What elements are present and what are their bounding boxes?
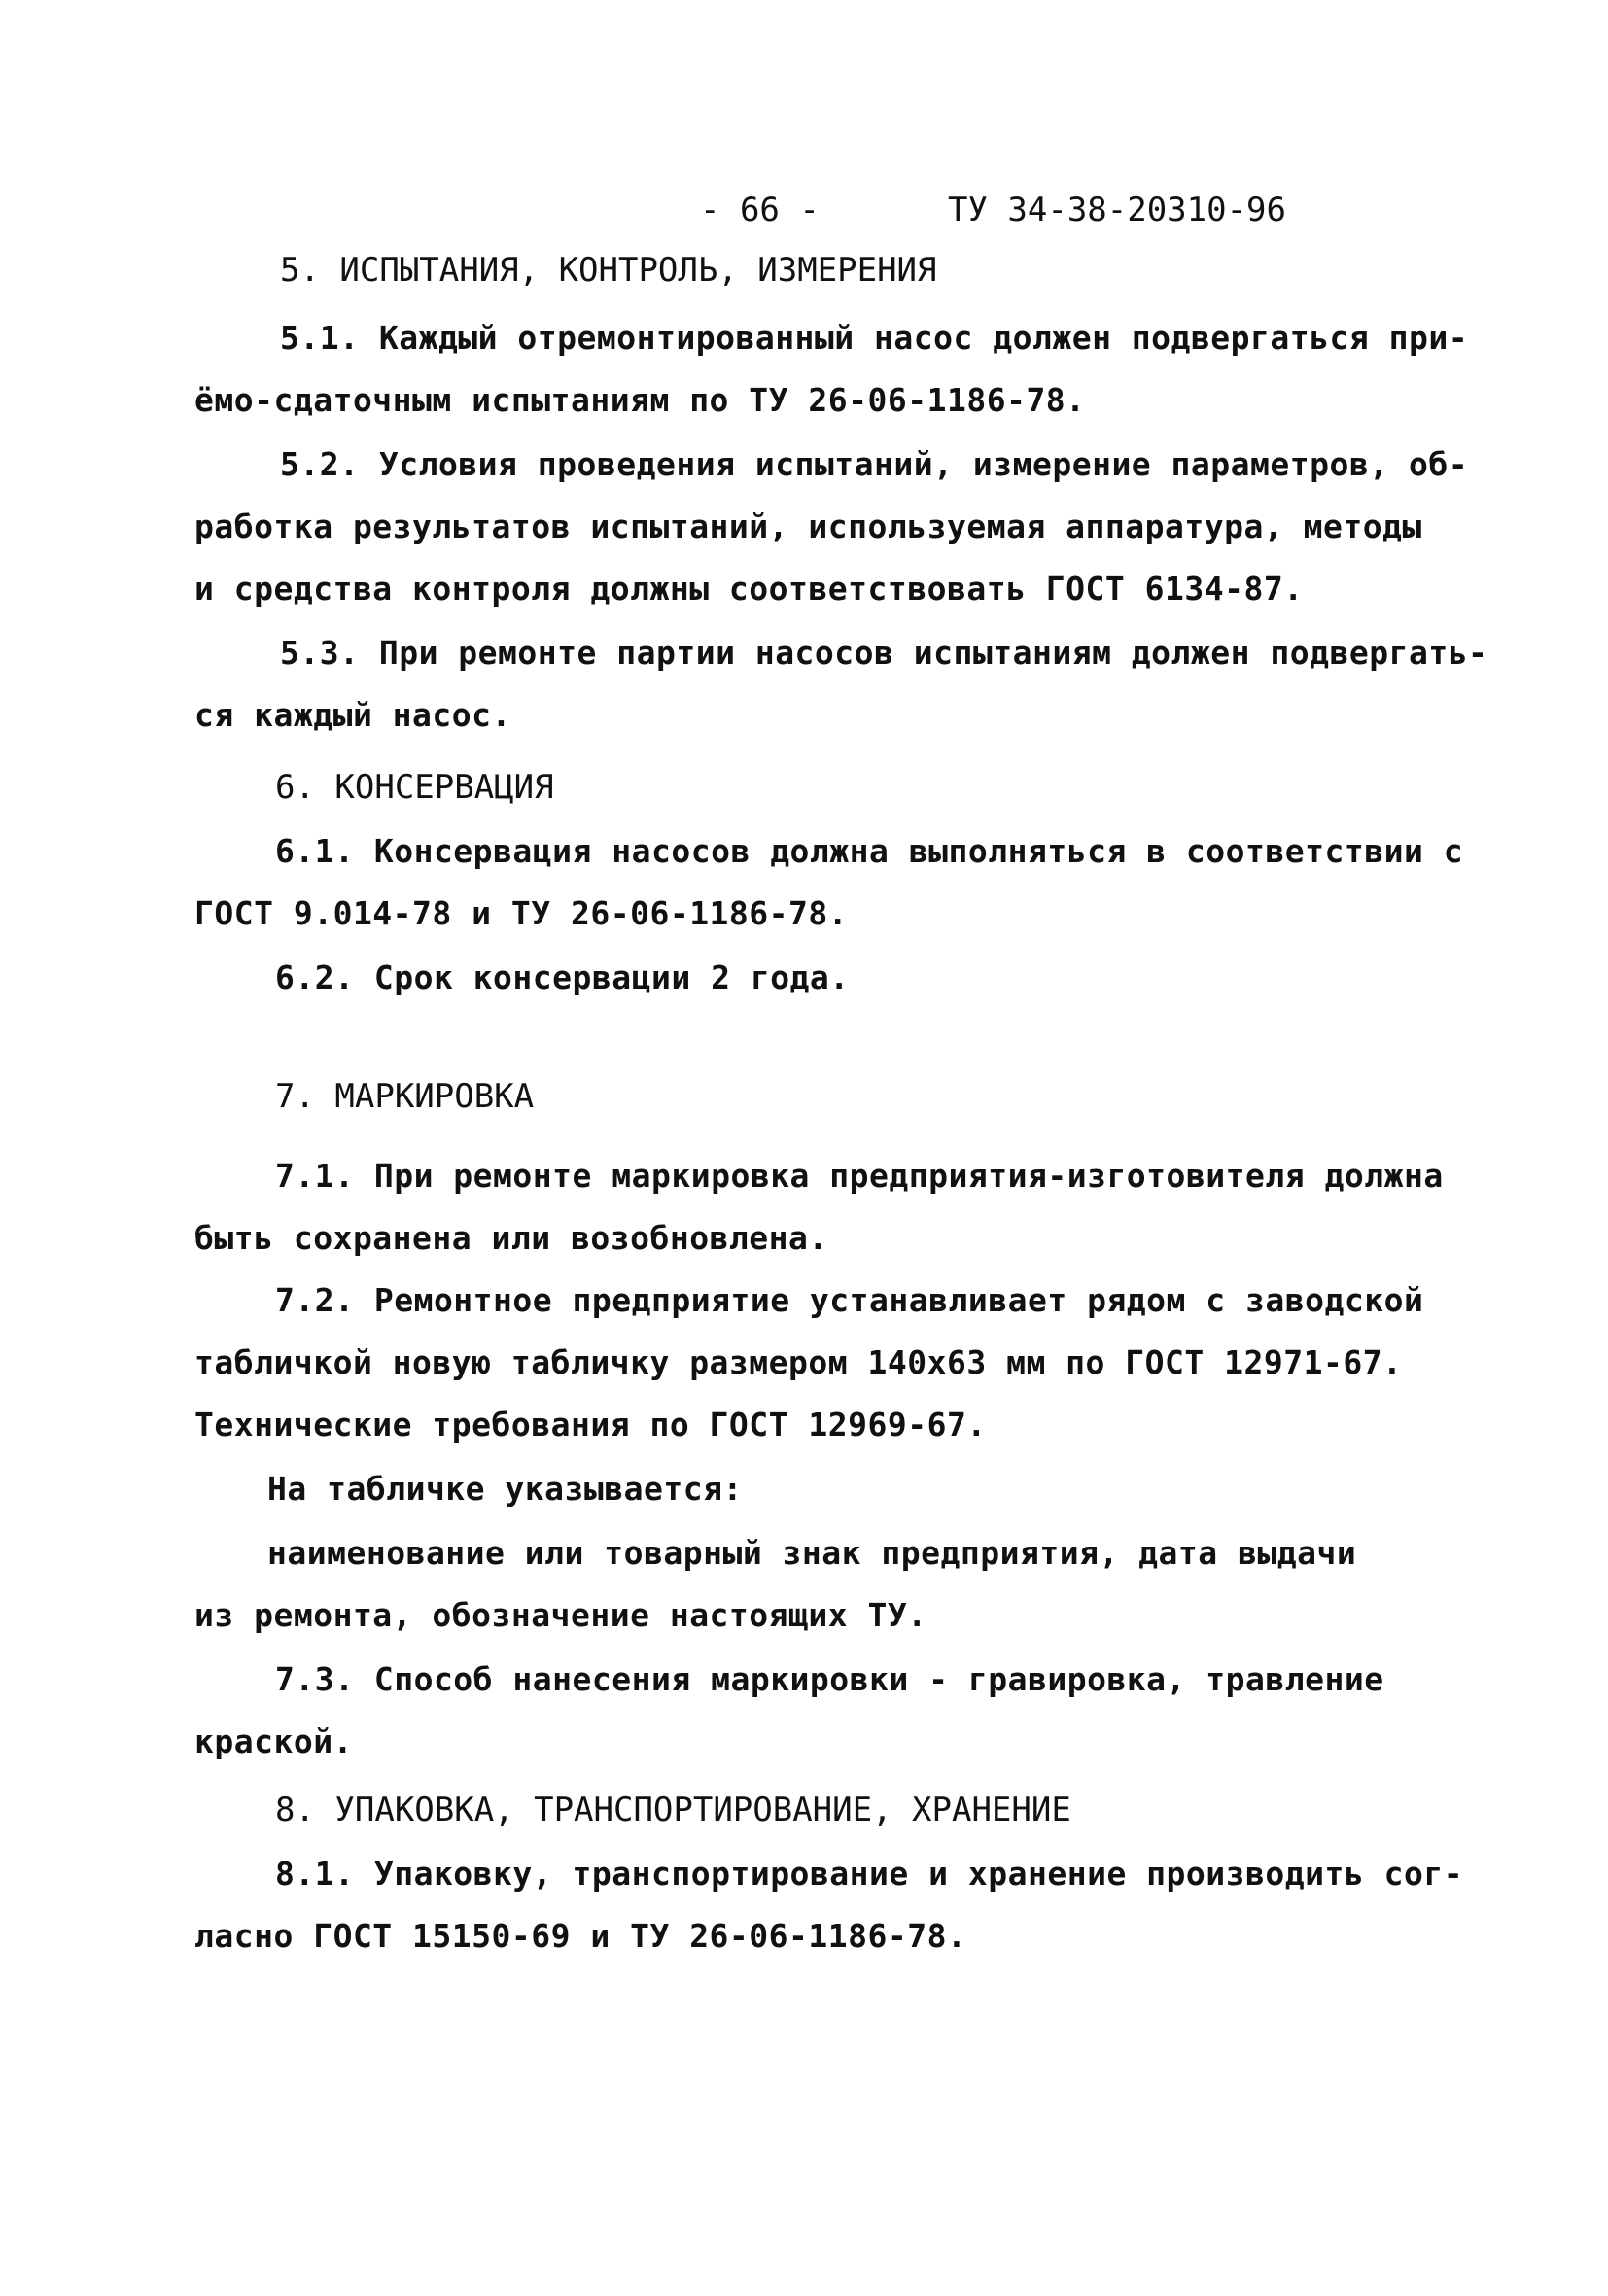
section-5-title: 5. ИСПЫТАНИЯ, КОНТРОЛЬ, ИЗМЕРЕНИЯ	[280, 251, 937, 290]
paragraph-7-3-line-1: 7.3. Способ нанесения маркировки - гравировка, травление	[275, 1660, 1384, 1698]
paragraph-5-2-line-1: 5.2. Условия проведения испытаний, измерение параметров, об-	[280, 445, 1469, 483]
paragraph-6-1-line-2: ГОСТ 9.014-78 и ТУ 26-06-1186-78.	[194, 894, 849, 932]
paragraph-6-1-line-1: 6.1. Консервация насосов должна выполняться в соответствии с	[275, 832, 1464, 870]
page-number: - 66 -	[700, 191, 820, 229]
paragraph-7-1-line-2: быть сохранена или возобновлена.	[194, 1219, 828, 1257]
paragraph-8-1-line-1: 8.1. Упаковку, транспортирование и хранение производить сог-	[275, 1855, 1464, 1893]
paragraph-5-2-line-2: работка результатов испытаний, используемая аппаратура, методы	[194, 507, 1422, 545]
paragraph-7-2-note: На табличке указывается:	[267, 1470, 743, 1508]
paragraph-8-1-line-2: ласно ГОСТ 15150-69 и ТУ 26-06-1186-78.	[194, 1917, 967, 1955]
paragraph-5-3-line-1: 5.3. При ремонте партии насосов испытаниям должен подвергать-	[280, 634, 1488, 672]
paragraph-5-1-line-2: ёмо-сдаточным испытаниям по ТУ 26-06-1186-78.	[194, 381, 1086, 419]
paragraph-7-2-line-2: табличкой новую табличку размером 140х63 мм по ГОСТ 12971-67.	[194, 1343, 1403, 1381]
paragraph-7-2-content-line-2: из ремонта, обозначение настоящих ТУ.	[194, 1596, 927, 1634]
section-8-title: 8. УПАКОВКА, ТРАНСПОРТИРОВАНИЕ, ХРАНЕНИЕ	[275, 1791, 1071, 1829]
paragraph-7-1-line-1: 7.1. При ремонте маркировка предприятия-изготовителя должна	[275, 1157, 1444, 1195]
paragraph-7-3-line-2: краской.	[194, 1722, 353, 1760]
document-code: ТУ 34-38-20310-96	[948, 191, 1286, 229]
paragraph-5-1-line-1: 5.1. Каждый отремонтированный насос должен подвергаться при-	[280, 319, 1469, 357]
section-6-title: 6. КОНСЕРВАЦИЯ	[275, 768, 554, 807]
paragraph-7-2-line-3: Технические требования по ГОСТ 12969-67.	[194, 1406, 987, 1444]
paragraph-5-3-line-2: ся каждый насос.	[194, 696, 511, 734]
paragraph-6-2: 6.2. Срок консервации 2 года.	[275, 958, 850, 996]
section-7-title: 7. МАРКИРОВКА	[275, 1077, 535, 1116]
paragraph-5-2-line-3: и средства контроля должны соответствовать ГОСТ 6134-87.	[194, 570, 1304, 608]
paragraph-7-2-content-line-1: наименование или товарный знак предприятия, дата выдачи	[267, 1534, 1357, 1572]
paragraph-7-2-line-1: 7.2. Ремонтное предприятие устанавливает рядом с заводской	[275, 1281, 1424, 1319]
